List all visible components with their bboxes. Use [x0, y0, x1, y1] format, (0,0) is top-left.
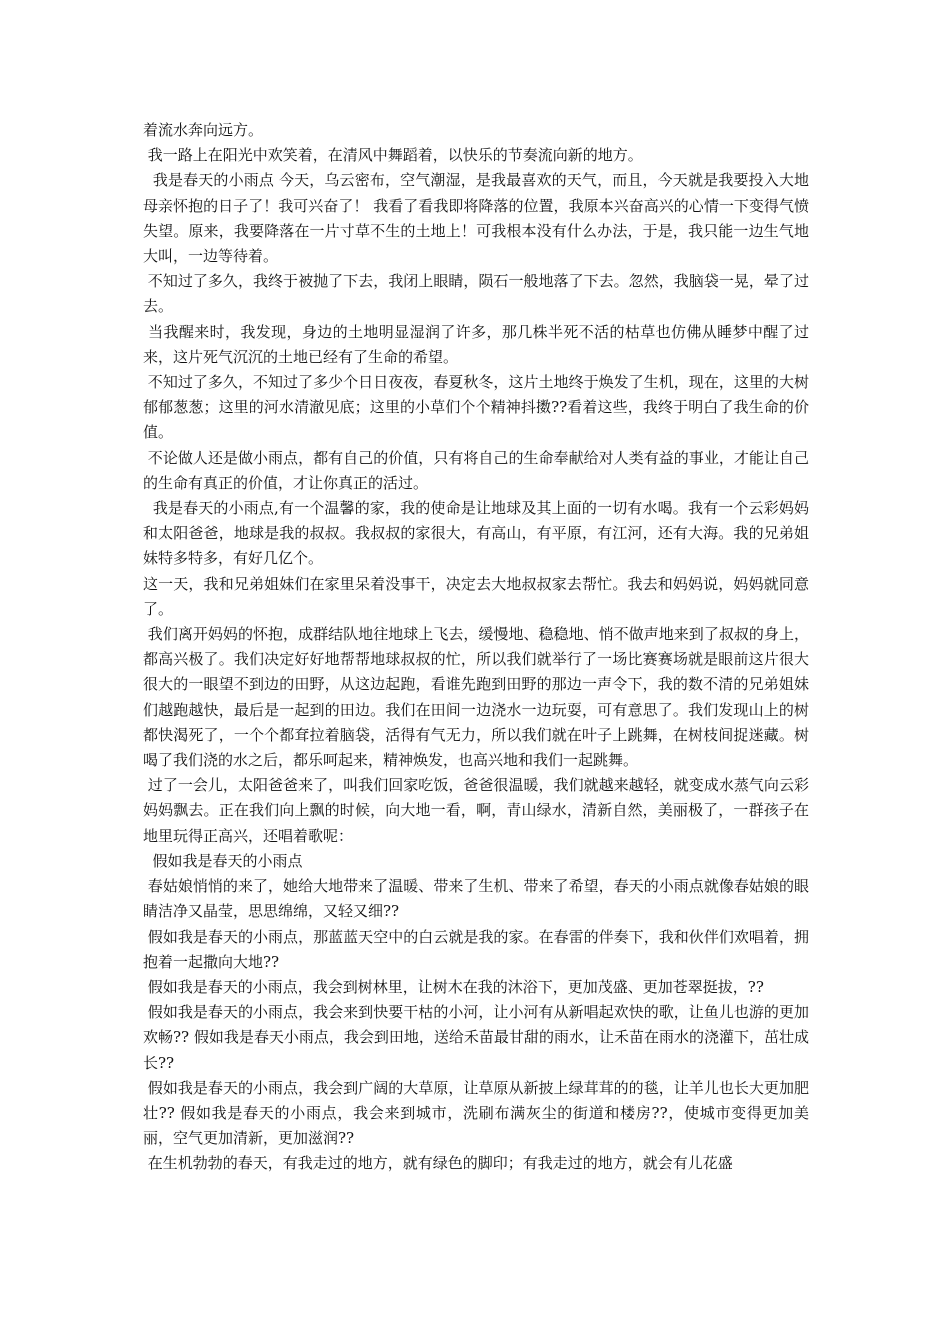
paragraph: 我们离开妈妈的怀抱，成群结队地往地球上飞去，缓慢地、稳稳地、悄不做声地来到了叔叔的身上，都高兴极了。我们决定好好地帮帮地球叔叔的忙，所以我们就举行了一场比赛赛场就是眼前这片很大很大的一眼望不到边的田野，从这边起跑，看谁先跑到田野的那边一声令下，我的数不清的兄弟姐妹们越跑越快，最后是一起到的田边。我们在田间一边浇水一边玩耍，可有意思了。我们发现山上的树都快渴死了，一个个都耷拉着脑袋，活得有气无力，所以我们就在叶子上跳舞，在树枝间捉迷藏。树喝了我们浇的水之后，都乐呵起来，精神焕发，也高兴地和我们一起跳舞。 — [143, 625, 809, 770]
paragraph: 我是春天的小雨点 今天，乌云密布，空气潮湿，是我最喜欢的天气，而且，今天就是我要投入大地母亲怀抱的日子了！我可兴奋了！ 我看了看我即将降落的位置，我原本兴奋高兴的心情一下变得气愤失望。原来，我要降落在一片寸草不生的土地上！可我根本没有什么办法，于是，我只能一边生气地大叫，一边等待着。 — [143, 171, 809, 266]
paragraph: 春姑娘悄悄的来了，她给大地带来了温暖、带来了生机、带来了希望，春天的小雨点就像春姑娘的眼睛洁净又晶莹，思思绵绵，又轻又细?? — [143, 877, 809, 921]
paragraph: 不知过了多久，我终于被抛了下去，我闭上眼睛，陨石一般地落了下去。忽然，我脑袋一晃，晕了过去。 — [143, 272, 809, 316]
paragraph: 假如我是春天的小雨点，我会到广阔的大草原，让草原从新披上绿茸茸的的毯，让羊儿也长大更加肥壮?? 假如我是春天的小雨点，我会来到城市，洗刷布满灰尘的街道和楼房??，使城市变得更加美丽，空气更加清新，更加滋润?? — [143, 1078, 809, 1148]
paragraph: 假如我是春天的小雨点 — [143, 851, 303, 870]
paragraph: 我一路上在阳光中欢笑着，在清风中舞蹈着，以快乐的节奏流向新的地方。 — [143, 146, 643, 165]
paragraph: 不论做人还是做小雨点，都有自己的价值，只有将自己的生命奉献给对人类有益的事业，才能让自己的生命有真正的价值，才让你真正的活过。 — [143, 448, 809, 492]
paragraph: 过了一会儿，太阳爸爸来了，叫我们回家吃饭，爸爸很温暖，我们就越来越轻，就变成水蒸气向云彩妈妈飘去。正在我们向上飘的时候，向大地一看，啊，青山绿水，清新自然，美丽极了，一群孩子在地里玩得正高兴，还唱着歌呢： — [143, 776, 809, 845]
paragraph: 当我醒来时，我发现，身边的土地明显湿润了许多，那几株半死不活的枯草也仿佛从睡梦中醒了过来，这片死气沉沉的土地已经有了生命的希望。 — [143, 322, 809, 366]
paragraph: 这一天，我和兄弟姐妹们在家里呆着没事干，决定去大地叔叔家去帮忙。我去和妈妈说，妈妈就同意了。 — [143, 574, 809, 618]
paragraph: 在生机勃勃的春天，有我走过的地方，就有绿色的脚印；有我走过的地方，就会有儿花盛 — [143, 1154, 733, 1173]
paragraph: 不知过了多久，不知过了多少个日日夜夜，春夏秋冬，这片土地终于焕发了生机，现在，这里的大树郁郁葱葱；这里的河水清澈见底；这里的小草们个个精神抖擞??看着这些，我终于明白了我生命的价值。 — [143, 373, 809, 442]
paragraph: 假如我是春天的小雨点，那蓝蓝天空中的白云就是我的家。在春雷的伴奏下，我和伙伴们欢唱着，拥抱着一起撒向大地?? — [143, 927, 809, 971]
paragraph: 我是春天的小雨点,有一个温馨的家，我的使命是让地球及其上面的一切有水喝。我有一个云彩妈妈和太阳爸爸，地球是我的叔叔。我叔叔的家很大，有高山，有平原，有江河，还有大海。我的兄弟姐妹特多特多，有好几亿个。 — [143, 499, 809, 568]
paragraph: 着流水奔向远方。 — [143, 121, 264, 139]
paragraph: 假如我是春天的小雨点，我会来到快要干枯的小河，让小河有从新唱起欢快的歌，让鱼儿也游的更加欢畅?? 假如我是春天小雨点，我会到田地，送给禾苗最甘甜的雨水，让禾苗在雨水的浇灌下，茁壮成长?? — [143, 1003, 809, 1072]
paragraph: 假如我是春天的小雨点，我会到树林里，让树木在我的沐浴下，更加茂盛、更加苍翠挺拔，?? — [143, 977, 764, 996]
document-body — [143, 118, 809, 1177]
